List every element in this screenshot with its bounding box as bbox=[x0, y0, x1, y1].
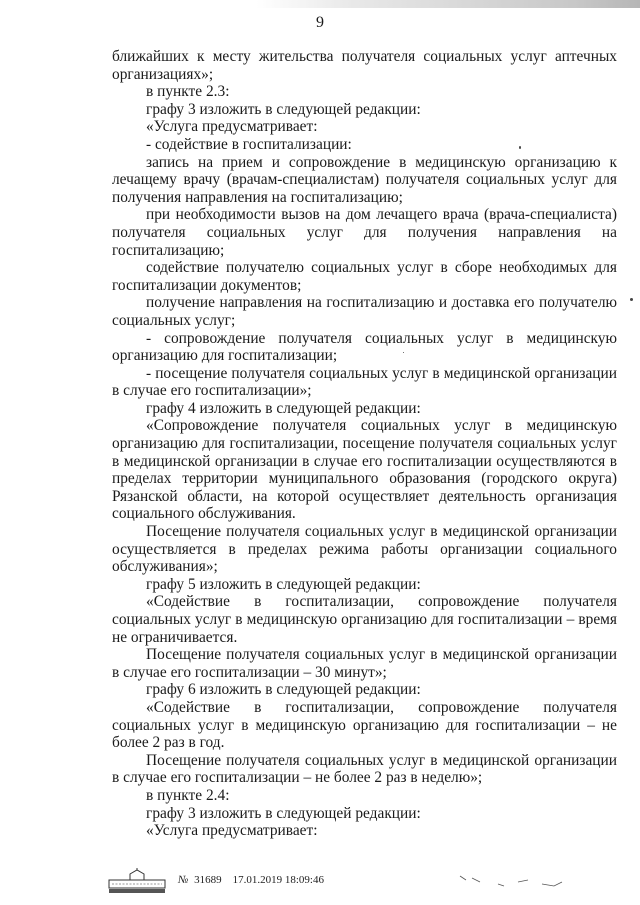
paragraph: «Сопровождение получателя социальных услуг в медицинскую организацию для госпитализации, посещение получателя социальных услуг в медицинской организации в случае его госпитализации осуществляются в пределах территории муниципального образования (городского округа) Рязанской области, на которой осуществляет деятельность организация социального обслуживания. bbox=[112, 417, 617, 523]
paragraph: «Содействие в госпитализации, сопровождение получателя социальных услуг в медицинскую организацию для госпитализации – не более 2 раз в год. bbox=[112, 698, 617, 752]
number-sign: № bbox=[178, 874, 189, 886]
paragraph: Посещение получателя социальных услуг в медицинской организации в случае его госпитализации – не более 2 раз в неделю»; bbox=[112, 751, 617, 787]
document-number: 31689 bbox=[194, 874, 222, 886]
document-body bbox=[112, 48, 617, 840]
registration-timestamp: 17.01.2019 18:09:46 bbox=[232, 874, 324, 886]
scan-marks-icon bbox=[458, 870, 568, 890]
footer bbox=[108, 866, 628, 896]
paragraph: содействие получателю социальных услуг в сборе необходимых для госпитализации документов; bbox=[112, 259, 617, 294]
paragraph: графу 3 изложить в следующей редакции: bbox=[146, 804, 421, 822]
paragraph: графу 5 изложить в следующей редакции: bbox=[146, 575, 421, 593]
paragraph: графу 4 изложить в следующей редакции: bbox=[146, 399, 421, 417]
paragraph: получение направления на госпитализацию и доставка его получателю социальных услуг; bbox=[112, 294, 617, 329]
scan-speck bbox=[403, 352, 404, 353]
paragraph: Посещение получателя социальных услуг в медицинской организации осуществляется в пределах режима работы организации социального обслуживания»; bbox=[112, 523, 617, 576]
paragraph: Посещение получателя социальных услуг в медицинской организации в случае его госпитализации – 30 минут»; bbox=[112, 646, 617, 681]
paragraph: «Содействие в госпитализации, сопровождение получателя социальных услуг в медицинскую организацию для госпитализации – время не ограничивается. bbox=[112, 593, 617, 646]
paragraph: ближайших к месту жительства получателя социальных услуг аптечных организациях»; bbox=[112, 48, 617, 83]
registration-info bbox=[178, 874, 324, 886]
paragraph: в пункте 2.4: bbox=[146, 786, 230, 804]
scan-speck bbox=[519, 146, 521, 149]
scan-speck bbox=[630, 298, 633, 301]
paragraph: графу 6 изложить в следующей редакции: bbox=[146, 681, 421, 699]
paragraph: «Услуга предусматривает: bbox=[146, 118, 318, 136]
paragraph: - посещение получателя социальных услуг в медицинской организации в случае его госпитализации»; bbox=[112, 364, 617, 400]
paragraph: в пункте 2.3: bbox=[146, 83, 230, 101]
paragraph: - сопровождение получателя социальных услуг в медицинскую организацию для госпитализации; bbox=[112, 329, 617, 365]
paragraph: запись на прием и сопровождение в медицинскую организацию к лечащему врачу (врачам-специалистам) получателя социальных услуг для получения направления на госпитализацию; bbox=[112, 153, 617, 206]
paragraph: графу 3 изложить в следующей редакции: bbox=[146, 100, 421, 118]
page-number: 9 bbox=[316, 14, 324, 31]
paragraph: при необходимости вызов на дом лечащего врача (врача-специалиста) получателя социальных услуг для получения направления на госпитализацию; bbox=[112, 206, 617, 259]
paragraph: - содействие в госпитализации: bbox=[146, 135, 352, 153]
scan-shadow bbox=[0, 0, 640, 8]
registry-stamp-icon bbox=[108, 868, 166, 894]
paragraph: «Услуга предусматривает: bbox=[146, 822, 318, 840]
